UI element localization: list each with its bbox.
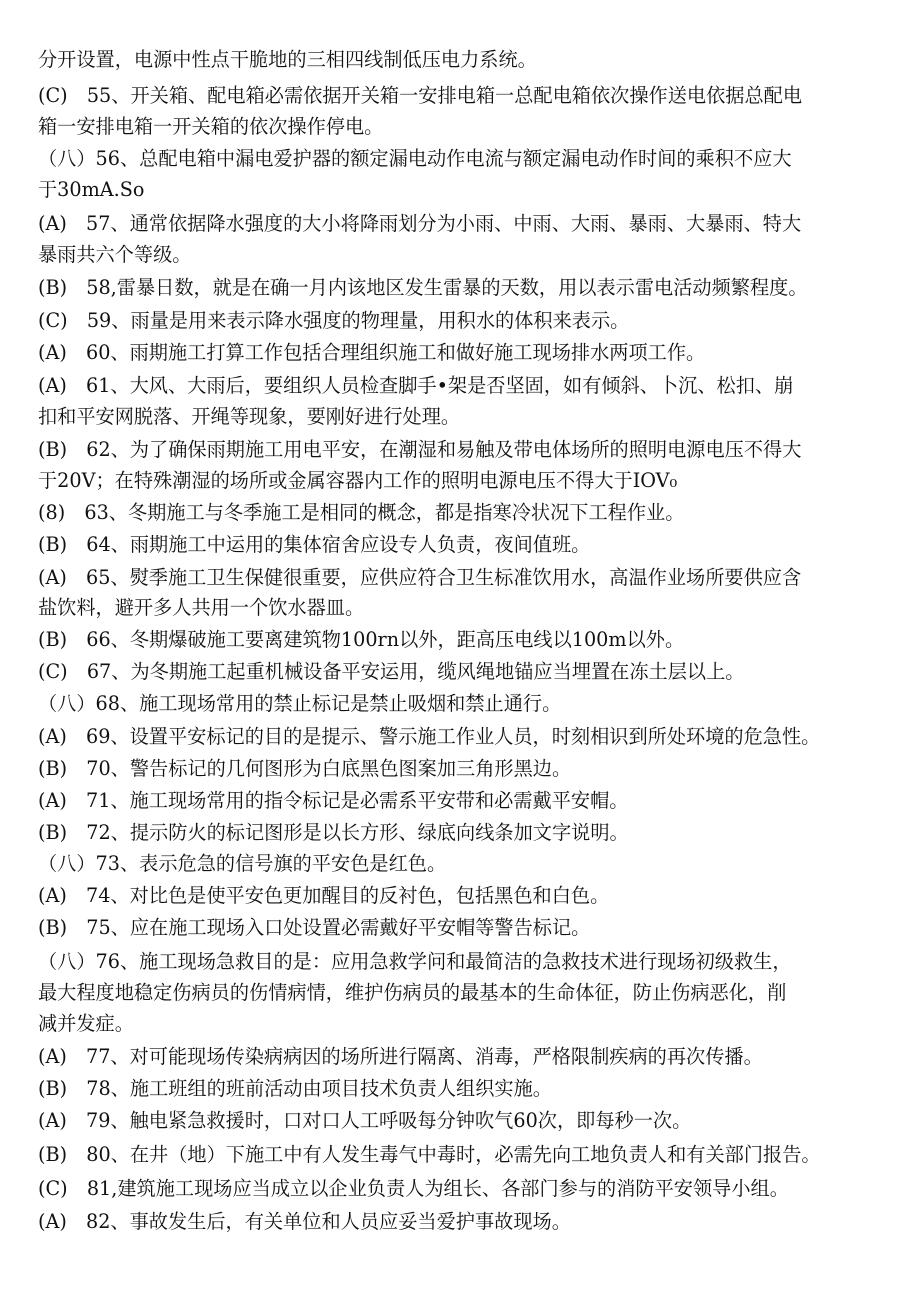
text-line: (B) 62、为了确保雨期施工用电平安，在潮湿和易触及带电体场所的照明电源电压不得大 (38, 438, 802, 461)
text-line: (B) 80、在井（地）下施工中有人发生毒气中毒时，必需先向工地负责人和有关部门报告。 (38, 1143, 821, 1166)
text-line: (A) 77、对可能现场传染病病因的场所进行隔离、消毒，严格限制疾病的再次传播。 (38, 1045, 763, 1068)
text-line: 最大程度地稳定伤病员的伤情病情，维护伤病员的最基本的生命体征，防止伤病恶化，削 (38, 981, 787, 1004)
text-line: 分开设置，电源中性点干脆地的三相四线制低压电力系统。 (38, 48, 537, 71)
text-line: (B) 78、施工班组的班前活动由项目技术负责人组织实施。 (38, 1077, 552, 1100)
text-line: 扣和平安网脱落、开绳等现象，要刚好进行处理。 (38, 405, 461, 428)
text-line: (B) 70、警告标记的几何图形为白底黑色图案加三角形黑边。 (38, 757, 572, 780)
text-line: 暴雨共六个等级。 (38, 243, 192, 266)
text-line: (C) 55、开关箱、配电箱必需依据开关箱一安排电箱一总配电箱依次操作送电依据总配电 (38, 84, 803, 107)
text-line: (A) 71、施工现场常用的指令标记是必需系平安带和必需戴平安帽。 (38, 789, 629, 812)
text-line: (B) 58,雷暴日数，就是在确一月内该地区发生雷暴的天数，用以表示雷电活动频繁程度。 (38, 276, 808, 299)
text-line: （八）73、表示危急的信号旗的平安色是红色。 (38, 852, 447, 875)
text-line: (A) 79、触电紧急救援时，口对口人工呼吸每分钟吹气60次，即每秒一次。 (38, 1109, 692, 1132)
text-line: (8) 63、冬期施工与冬季施工是相同的概念，都是指寒冷状况下工程作业。 (38, 501, 685, 524)
text-line: (A) 65、熨季施工卫生保健很重要，应供应符合卫生标准饮用水，高温作业场所要供应含 (38, 566, 802, 589)
text-line: (B) 75、应在施工现场入口处设置必需戴好平安帽等警告标记。 (38, 916, 591, 939)
text-line: 减并发症。 (38, 1012, 134, 1035)
text-line: (A) 82、事故发生后，有关单位和人员应妥当爱护事故现场。 (38, 1210, 571, 1233)
text-line: （八）56、总配电箱中漏电爱护器的额定漏电动作电流与额定漏电动作时间的乘积不应大 (38, 147, 792, 170)
text-line: (C) 59、雨量是用来表示降水强度的物理量，用积水的体积来表示。 (38, 309, 630, 332)
text-line: 盐饮料，避开多人共用一个饮水器皿。 (38, 596, 365, 619)
text-line: 于30mA.So (38, 178, 145, 201)
text-line: (A) 61、大风、大雨后，要组织人员检查脚手•架是否坚固，如有倾斜、卜沉、松扣、崩 (38, 374, 794, 397)
text-line: (A) 60、雨期施工打算工作包括合理组织施工和做好施工现场排水两项工作。 (38, 341, 706, 364)
text-line: (B) 66、冬期爆破施工要离建筑物100rn以外，距高压电线以100m以外。 (38, 628, 685, 651)
text-line: (A) 69、设置平安标记的目的是提示、警示施工作业人员，时刻相识到所处环境的危急性。 (38, 725, 821, 748)
text-line: （八）68、施工现场常用的禁止标记是禁止吸烟和禁止通行。 (38, 692, 562, 715)
text-line: (B) 64、雨期施工中运用的集体宿舍应设专人负责，夜间值班。 (38, 533, 591, 556)
text-line: (A) 57、通常依据降水强度的大小将降雨划分为小雨、中雨、大雨、暴雨、大暴雨、特大 (38, 212, 802, 235)
text-line: 于20V；在特殊潮湿的场所或金属容器内工作的照明电源电压不得大于IOV₀ (38, 469, 678, 492)
text-line: 箱一安排电箱一开关箱的依次操作停电。 (38, 115, 384, 138)
text-line: (A) 74、对比色是使平安色更加醒目的反衬色，包括黑色和白色。 (38, 884, 610, 907)
text-line: (C) 67、为冬期施工起重机械设备平安运用，缆风绳地锚应当埋置在冻土层以上。 (38, 660, 745, 683)
text-line: (C) 81,建筑施工现场应当成立以企业负责人为组长、各部门参与的消防平安领导小组。 (38, 1177, 789, 1200)
text-line: (B) 72、提示防火的标记图形是以长方形、绿底向线条加文字说明。 (38, 821, 629, 844)
text-line: （八）76、施工现场急救目的是：应用急救学问和最简洁的急救技术进行现场初级救生， (38, 950, 792, 973)
